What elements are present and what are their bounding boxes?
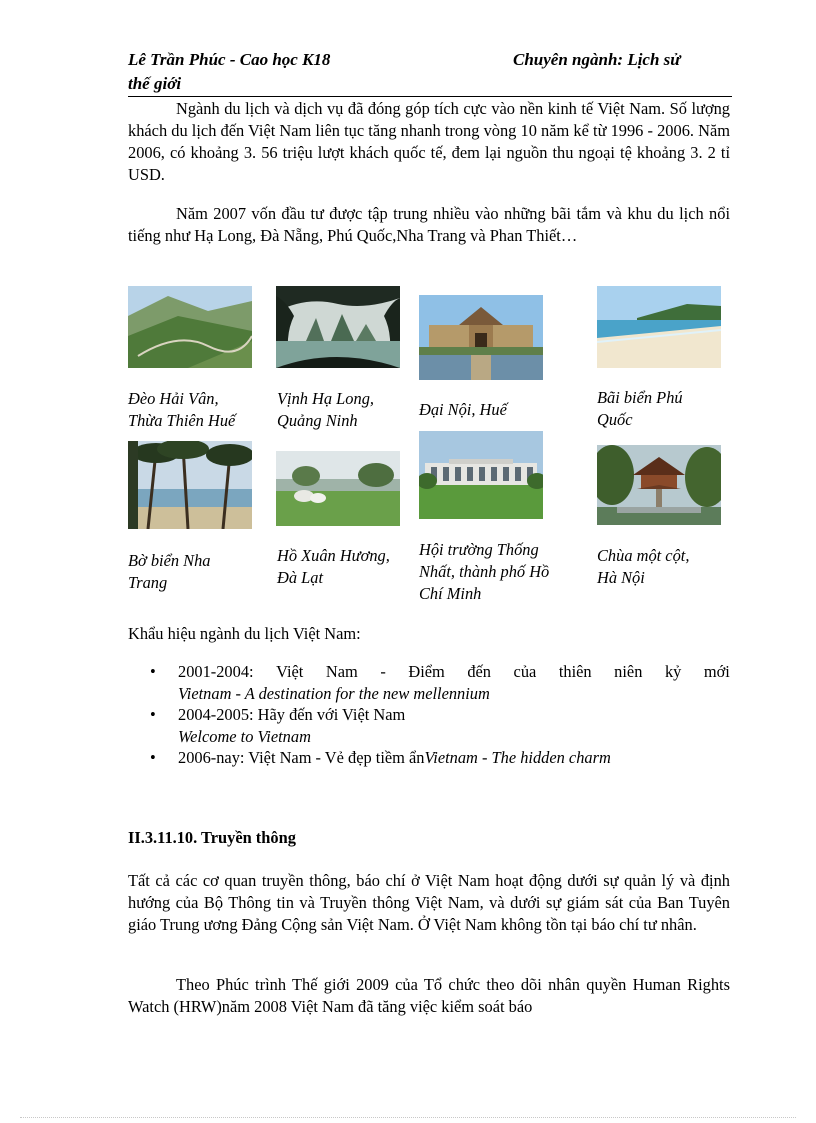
slogan-vi: 2006-nay: Việt Nam - Vẻ đẹp tiềm ẩn [178,748,425,767]
bullet: • [150,748,156,767]
header-major: Chuyên ngành: Lịch sử [513,50,681,69]
caption-mot-cot: Chùa một cột, Hà Nội [597,546,690,587]
photo-mot-cot-pagoda [597,445,721,525]
slogan-en: Welcome to Vietnam [178,726,311,746]
photo-dai-noi-hue [419,295,543,380]
list-item [128,661,730,704]
list-item [128,747,730,769]
header-rule [128,96,732,97]
caption-phu-quoc: Bãi biển Phú Quốc [597,388,683,429]
caption-thong-nhat: Hội trường Thống Nhất, thành phố Hồ Chí Minh [419,540,550,603]
slogan-vi: 2001-2004: Việt Nam - Điểm đến của thiên niên kỷ mới [178,662,730,681]
slogan-en: Vietnam - A destination for the new mellennium [178,683,490,703]
caption-xuan-huong: Hồ Xuân Hương, Đà Lạt [277,546,390,587]
photo-nha-trang [128,441,252,529]
paragraph-investment-2007: Năm 2007 vốn đầu tư được tập trung nhiều vào những bãi tắm và khu du lịch nổi tiếng như Hạ Long, Đà Nẵng, Phú Quốc,Nha Trang và Phan Thiết… [128,204,730,245]
caption-nha-trang: Bờ biển Nha Trang [128,551,211,592]
paragraph-tourism-revenue: Ngành du lịch và dịch vụ đã đóng góp tích cực vào nền kinh tế Việt Nam. Số lượng khách du lịch đến Việt Nam liên tục tăng nhanh trong vòng 10 năm kể từ 1996 - 2006. Năm 2006, có khoảng 3. 56 triệu lượt khách quốc tế, đem lại nguồn thu ngoại tệ khoảng 3. 2 tỉ USD. [128,99,730,184]
header-author: Lê Trần Phúc - Cao học K18 [128,50,331,69]
paragraph-hrw-report: Theo Phúc trình Thế giới 2009 của Tổ chức theo dõi nhân quyền Human Rights Watch (HRW)năm 2008 Việt Nam đã tăng việc kiểm soát báo [128,975,730,1016]
caption-hai-van: Đèo Hải Vân, Thừa Thiên Huế [128,389,236,430]
photo-hai-van-pass [128,286,252,368]
photo-phu-quoc-beach [597,286,721,368]
paragraph-media-control: Tất cả các cơ quan truyền thông, báo chí ở Việt Nam hoạt động dưới sự quản lý và định hướng của Bộ Thông tin và Truyền thông Việt Nam, và dưới sự giám sát của Ban Tuyên giáo Trung ương Đảng Cộng sản Việt Nam. Ở Việt Nam không tồn tại báo chí tư nhân. [128,871,730,934]
header-major-continued: thế giới [128,74,182,93]
section-heading: II.3.11.10. Truyền thông [128,828,296,847]
caption-ha-long: Vịnh Hạ Long, Quảng Ninh [277,389,374,430]
bullet: • [150,662,156,681]
photo-xuan-huong-lake [276,451,400,526]
slogans-list [128,661,730,769]
bullet: • [150,705,156,724]
photo-ha-long-bay [276,286,400,368]
slogan-en: Vietnam - The hidden charm [424,748,611,767]
page-bottom-border [20,1117,796,1118]
slogans-heading: Khẩu hiệu ngành du lịch Việt Nam: [128,624,361,643]
list-item [128,704,730,747]
caption-dai-noi: Đại Nội, Huế [419,400,507,419]
photo-thong-nhat-hall [419,431,543,519]
slogan-vi: 2004-2005: Hãy đến với Việt Nam [178,705,406,724]
